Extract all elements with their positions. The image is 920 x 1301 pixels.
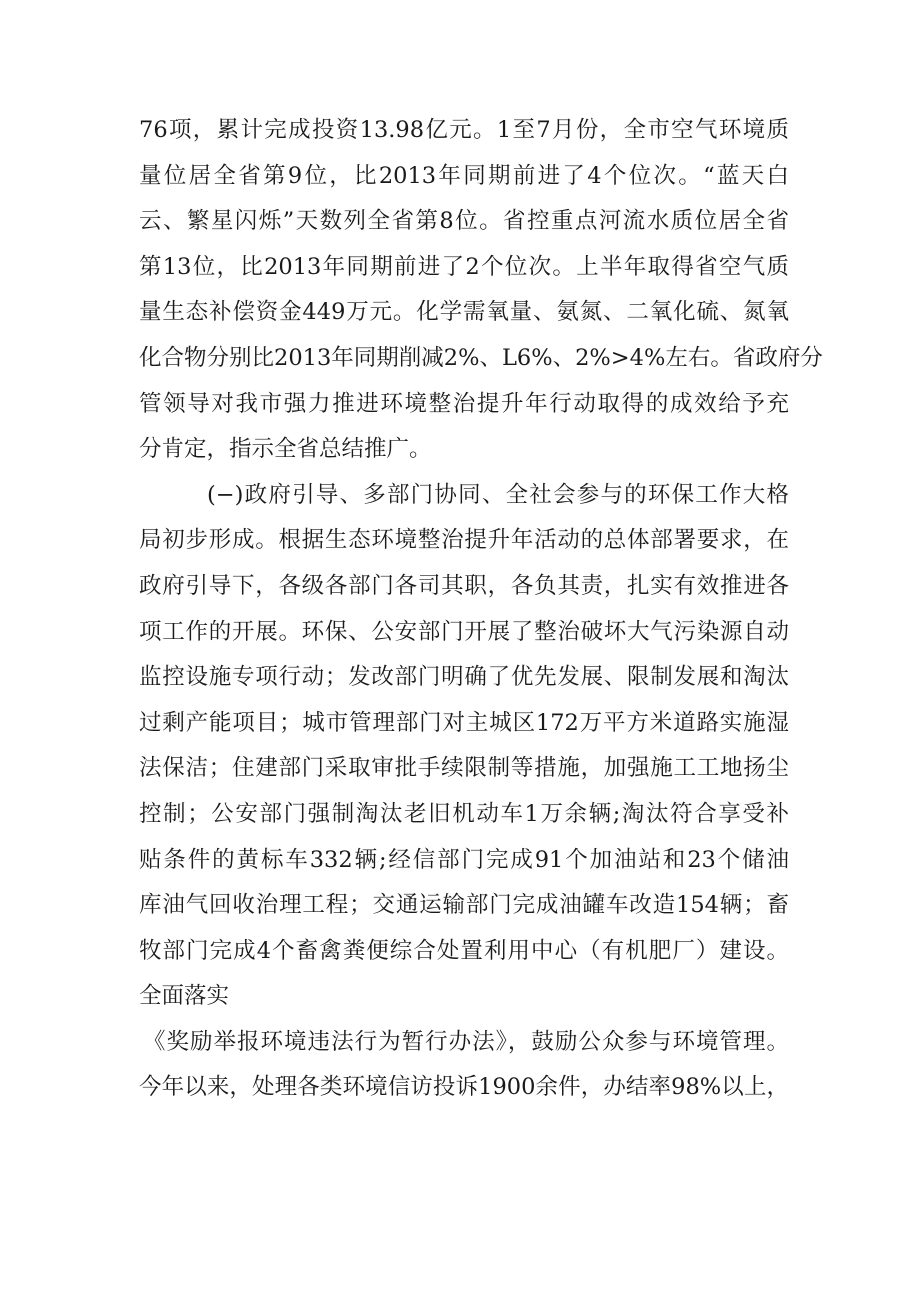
- text-line: 量位居全省第9位，比2013年同期前进了4个位次。“蓝天白: [139, 162, 789, 189]
- text-line: 管领导对我市强力推进环境整治提升年行动取得的成效给予充: [139, 390, 789, 417]
- text-line: 今年以来，处理各类环境信访投诉1900余件，办结率98%以上，: [139, 1074, 789, 1101]
- text-line: 政府引导下，各级各部门各司其职，各负其责，扎实有效推进各: [139, 572, 789, 599]
- body-text: [139, 108, 823, 1111]
- text-line: 项工作的开展。环保、公安部门开展了整治破坏大气污染源自动: [139, 618, 789, 645]
- text-line: 云、繁星闪烁”天数列全省第8位。省控重点河流水质位居全省: [139, 208, 789, 235]
- text-line: 贴条件的黄标车332辆;经信部门完成91个加油站和23个储油: [139, 846, 789, 873]
- text-line: 化合物分别比2013年同期削减2%、L6%、2%>4%左右。省政府分: [139, 344, 823, 371]
- text-line: 量生态补偿资金449万元。化学需氧量、氨氮、二氧化硫、氮氧: [139, 299, 789, 326]
- text-line: 牧部门完成4个畜禽粪便综合处置利用中心（有机肥厂）建设。: [139, 937, 789, 964]
- text-line: 分肯定，指示全省总结推广。: [139, 436, 432, 463]
- text-line: 《奖励举报环境违法行为暂行办法》，鼓励公众参与环境管理。: [143, 1028, 789, 1055]
- text-line: 全面落实: [139, 983, 230, 1010]
- text-line: 监控设施专项行动；发改部门明确了优先发展、限制发展和淘汰: [139, 664, 789, 691]
- text-line: 76项，累计完成投资13.98亿元。1至7月份，全市空气环境质: [139, 117, 789, 143]
- text-line: 第13位，比2013年同期前进了2个位次。上半年取得省空气质: [139, 253, 789, 280]
- text-line: 过剩产能项目；城市管理部门对主城区172万平方米道路实施湿: [139, 709, 789, 736]
- text-line: 控制；公安部门强制淘汰老旧机动车1万余辆;淘汰符合享受补: [139, 800, 789, 827]
- text-line: 库油气回收治理工程；交通运输部门完成油罐车改造154辆；畜: [139, 892, 789, 919]
- text-line: 局初步形成。根据生态环境整治提升年活动的总体部署要求，在: [139, 527, 789, 554]
- text-line: 法保洁；住建部门采取审批手续限制等措施，加强施工工地扬尘: [139, 755, 789, 782]
- paragraph-heading-line: (−)政府引导、多部门协同、全社会参与的环保工作大格: [207, 481, 789, 508]
